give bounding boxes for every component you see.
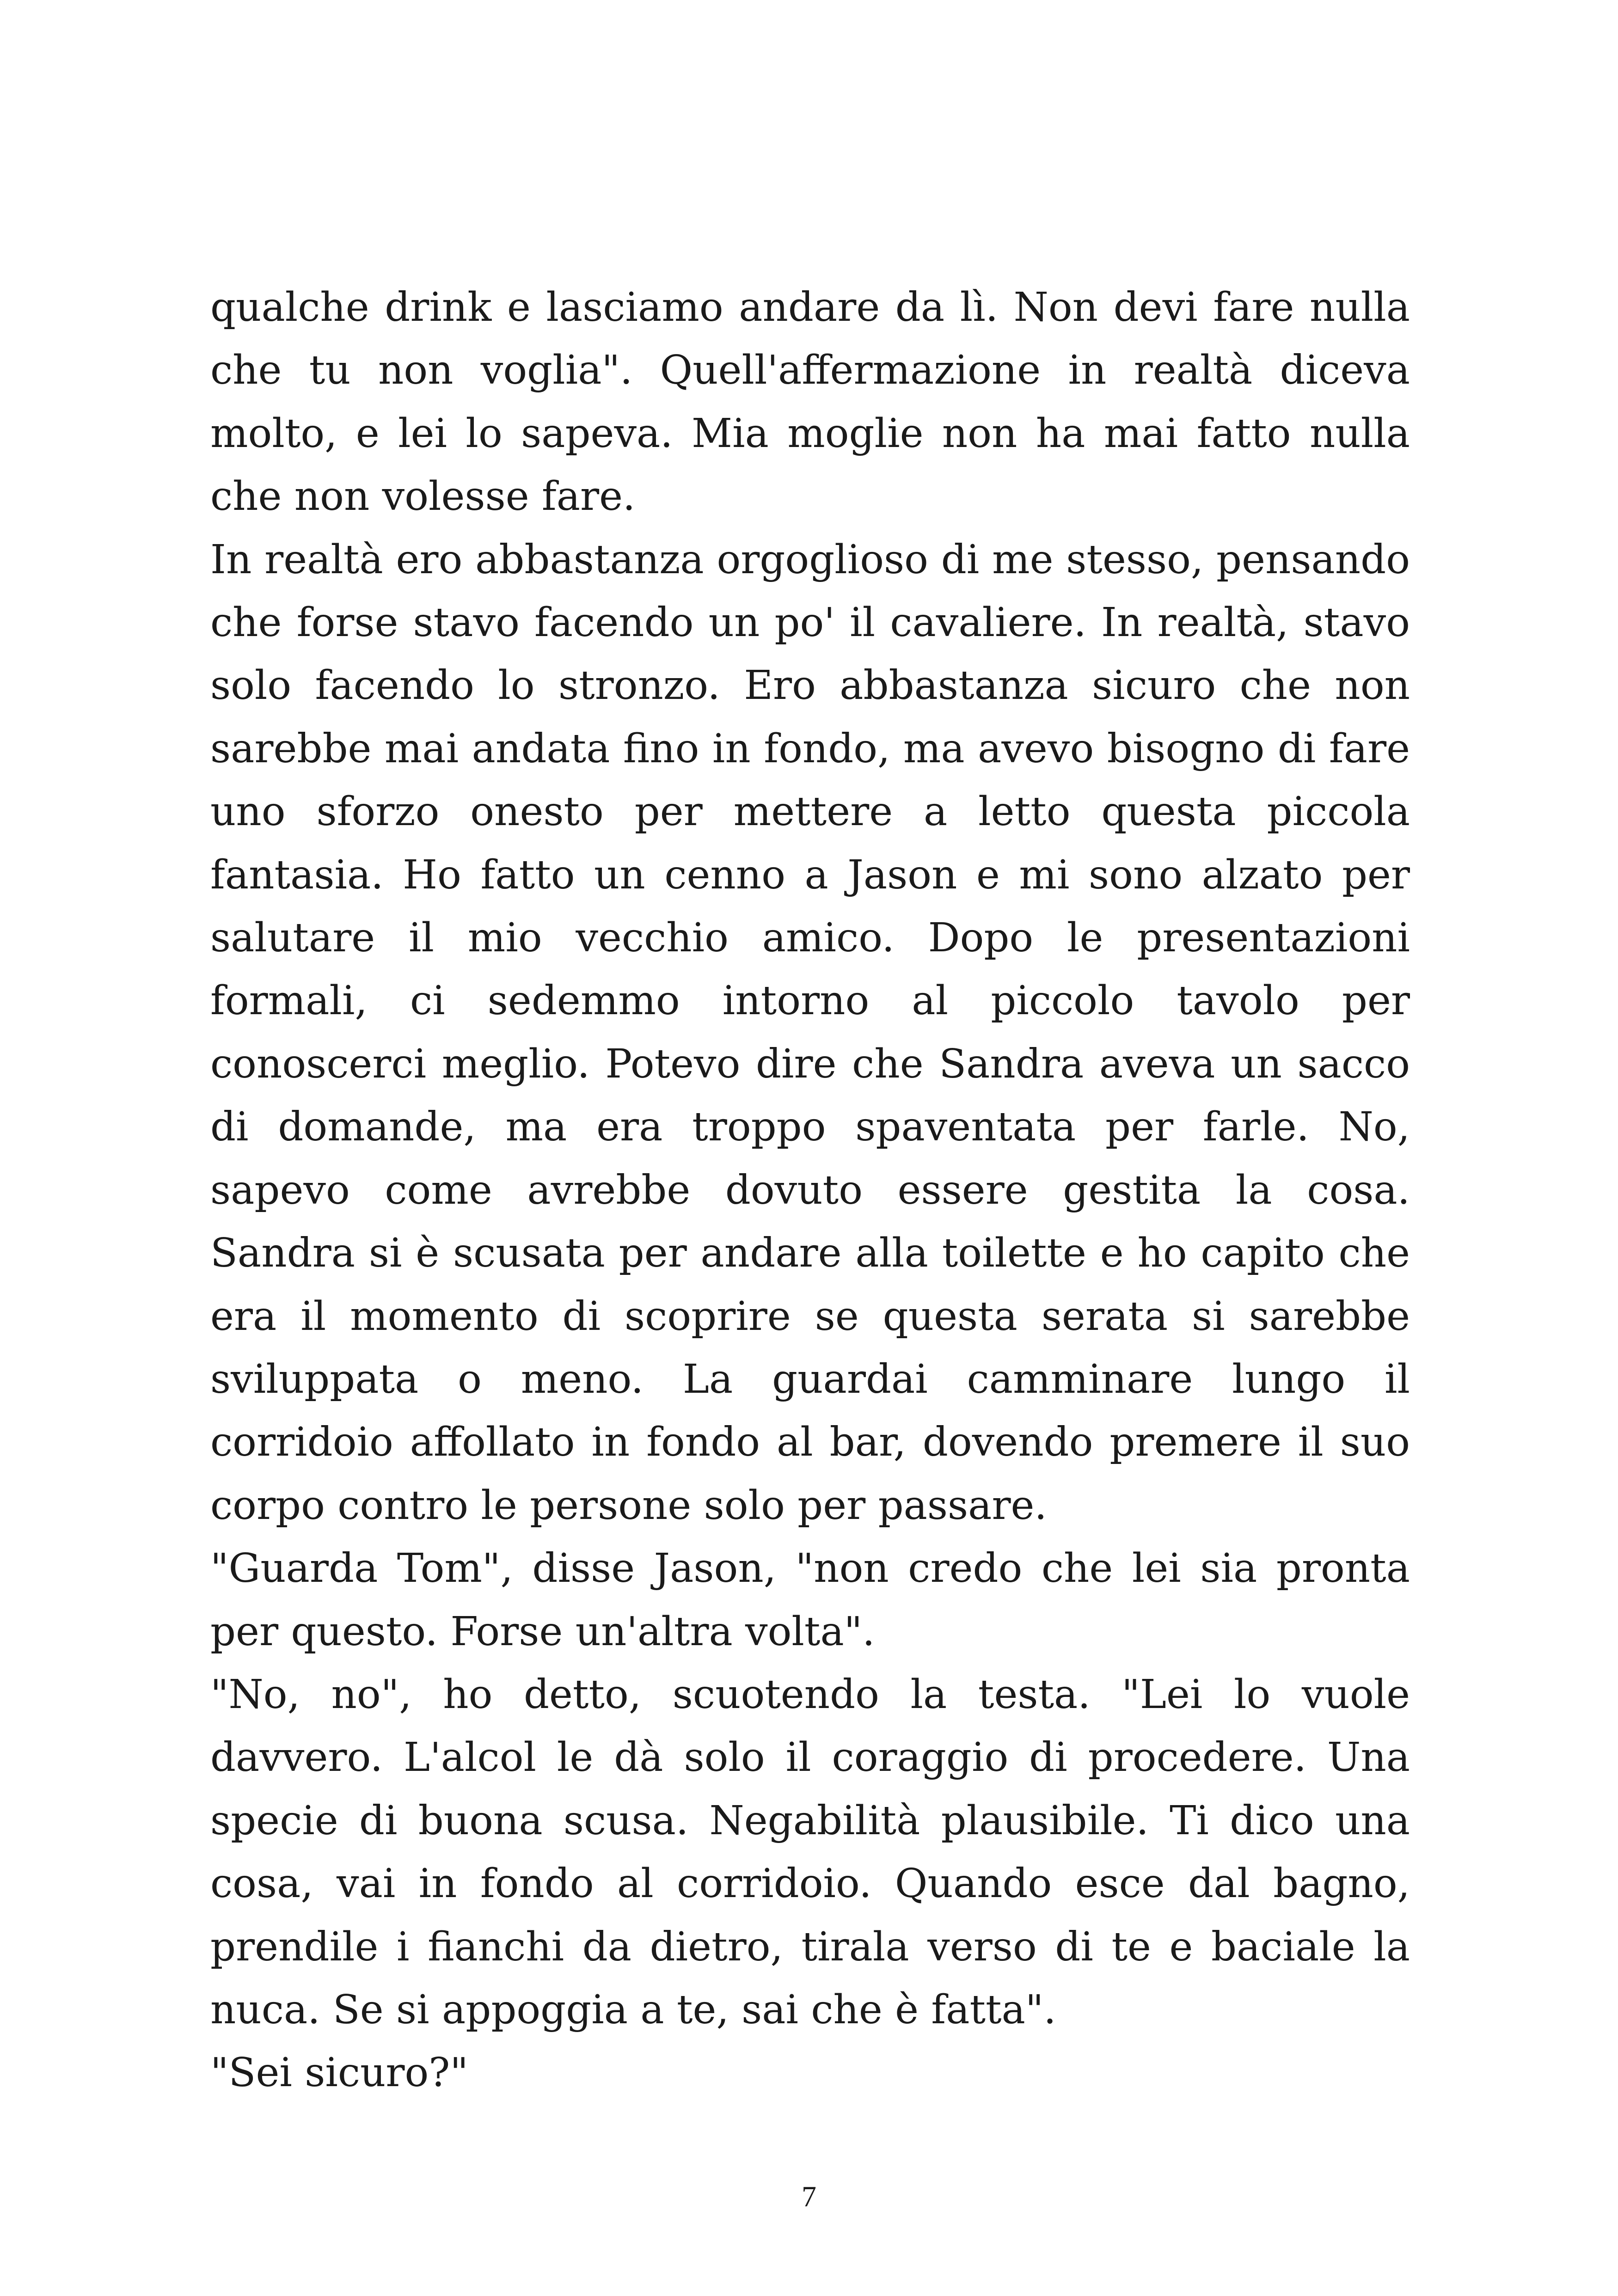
paragraph: "No, no", ho detto, scuotendo la testa. "Lei lo vuole davvero. L'alcol le dà solo il coraggio di procedere. Una specie di buona scusa. Negabilità plausibile. Ti dico una cosa, vai in fondo al corridoio. Quando esce dal bagno, prendile i fianchi da dietro, tirala verso di te e baciale la nuca. Se si appoggia a te, sai che è fatta". (210, 1671, 1410, 2033)
body-text (210, 276, 1410, 2105)
paragraph: "Sei sicuro?" (210, 2050, 468, 2096)
page-number: 7 (802, 2180, 816, 2213)
paragraph: In realtà ero abbastanza orgoglioso di me stesso, pensando che forse stavo facendo un po' il cavaliere. In realtà, stavo solo facendo lo stronzo. Ero abbastanza sicuro che non sarebbe mai andata fino in fondo, ma avevo bisogno di fare uno sforzo onesto per mettere a letto questa piccola fantasia. Ho fatto un cenno a Jason e mi sono alzato per salutare il mio vecchio amico. Dopo le presentazioni formali, ci sedemmo intorno al piccolo tavolo per conoscerci meglio. Potevo dire che Sandra aveva un sacco di domande, ma era troppo spaventata per farle. No, sapevo come avrebbe dovuto essere gestita la cosa. Sandra si è scusata per andare alla toilette e ho capito che era il momento di scoprire se questa serata si sarebbe sviluppata o meno. La guardai camminare lungo il corridoio affollato in fondo al bar, dovendo premere il suo corpo contro le persone solo per passare. (210, 536, 1410, 1529)
paragraph: "Guarda Tom", disse Jason, "non credo che lei sia pronta per questo. Forse un'altra volta". (210, 1545, 1410, 1655)
paragraph: qualche drink e lasciamo andare da lì. Non devi fare nulla che tu non voglia". Quell'affermazione in realtà diceva molto, e lei lo sapeva. Mia moglie non ha mai fatto nulla che non volesse fare. (210, 284, 1410, 520)
